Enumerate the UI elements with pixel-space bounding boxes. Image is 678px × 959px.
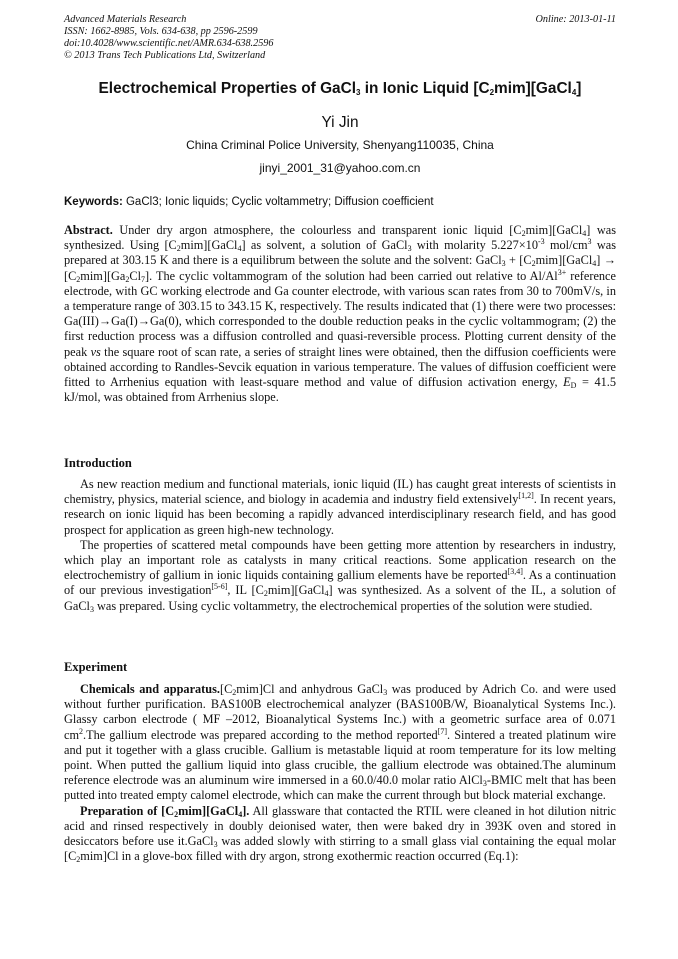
chemicals-paragraph [64, 682, 616, 804]
online-date: Online: 2013-01-11 [535, 14, 616, 25]
copyright-line: © 2013 Trans Tech Publications Ltd, Switzerland [64, 50, 266, 61]
abstract-text: mol/cm [544, 238, 588, 253]
keywords [64, 195, 616, 209]
exp-text: -BMIC melt that has been putted into treated empty calomel electrode, which can make the current through but block material exchange. [64, 773, 616, 803]
doi-line: doi:10.4028/www.scientific.net/AMR.634-638.2596 [64, 38, 274, 49]
exp-text: .The gallium electrode was prepared according to the method reported [83, 727, 438, 742]
journal-header [64, 14, 616, 62]
exp-text: [C [219, 682, 233, 696]
title-sub: 3 [356, 88, 361, 97]
abstract-text: the square root of scan rate, a series of straight lines were obtained, then the diffusion coefficients were obtained according to Randles-Sevcik equation in various temperature. The values of diffusion coefficient were fitted to Arrhenius equation with least-square method and value of diffusion activation energy, [64, 344, 616, 390]
abstract-text: Under dry argon atmosphere, the colourless and transparent ionic liquid [C [112, 223, 522, 237]
title-part: Electrochemical Properties of GaCl [98, 80, 357, 97]
sup: -3 [537, 237, 545, 247]
citation: [1,2] [518, 491, 534, 501]
sub: 2 [76, 274, 81, 284]
journal-name: Advanced Materials Research [64, 14, 187, 25]
intro-text: , IL [C [227, 583, 264, 598]
abstract-label: Abstract. [64, 223, 113, 237]
intro-text: . As a continuation of our previous investigation [64, 568, 616, 598]
abstract-italic: vs [90, 344, 101, 359]
experiment-body [64, 682, 616, 864]
exp-text: . Sintered a treated platinum wire and put it together with a glass crucible. Gallium is metastable liquid at room temperature for its low melting point. When putted the gallium liquid into glass crucible, the gallium electrode was obtained.The aluminum reference electrode was an aluminum wire immersed in a 60.0/40.0 molar ratio AlCl [64, 727, 616, 788]
sub: 4 [582, 229, 587, 238]
title-sub: 2 [489, 88, 495, 97]
exp-text: was added slowly with stirring to a small glass vial containing the equal molar [C [64, 834, 616, 864]
sub: 3 [383, 688, 388, 697]
intro-text: The properties of scattered metal compounds have been getting more attention by researchers in industry, which play an important role as catalysts in many critical reactions. Some application research on the electrochemistry of gallium in ionic liquids containing gallium elements have be reported [64, 537, 616, 583]
intro-text: mim][GaCl [267, 583, 325, 598]
experiment-heading: Experiment [64, 660, 128, 674]
abstract-text: ] as solvent, a solution of GaCl [241, 238, 408, 253]
preparation-label [80, 804, 249, 818]
title-part: ] [576, 80, 582, 97]
abstract-italic: E [563, 375, 571, 390]
sub: 2 [176, 244, 181, 254]
abstract-text: ] → [C [64, 253, 616, 283]
sub: 3 [407, 244, 412, 254]
title-sub: 4 [571, 88, 577, 97]
affiliation: China Criminal Police University, Shenyang110035, China [186, 138, 494, 152]
abstract [64, 223, 616, 405]
sub: 7 [141, 274, 145, 284]
intro-text: was prepared. Using cyclic voltammetry, the electrochemical properties of the solution were studied. [93, 598, 593, 613]
sub: 3 [501, 259, 506, 269]
sub: 4 [592, 259, 597, 269]
title-part: in Ionic Liquid [C [360, 80, 490, 97]
sub: 3 [89, 604, 94, 614]
intro-paragraph-1 [64, 477, 616, 538]
title-part: mim][GaCl [494, 80, 572, 97]
prep-label-part: mim][GaCl [178, 803, 239, 818]
keywords-label: Keywords: [64, 196, 123, 208]
preparation-paragraph [64, 804, 616, 865]
abstract-text: = 41.5 kJ/mol, was obtained from Arrhenius slope. [64, 375, 616, 405]
sub: 3 [213, 840, 218, 850]
citation: [7] [437, 726, 448, 736]
sub: 4 [324, 589, 329, 599]
paper-title [64, 80, 616, 98]
sub: 2 [521, 229, 526, 238]
abstract-text: + [C [505, 253, 532, 268]
author-email: jinyi_2001_31@yahoo.com.cn [259, 161, 421, 175]
sup: 3 [587, 237, 592, 247]
sub: 4 [238, 809, 243, 819]
intro-text: ] was synthesized. As a solvent of the IL, a solution of GaCl [64, 583, 617, 613]
citation: [3,4] [507, 567, 523, 577]
sub: 2 [232, 688, 237, 697]
sup: 3+ [557, 267, 567, 277]
author-name: Yi Jin [321, 114, 359, 131]
abstract-text: with molarity 5.227×10 [411, 238, 538, 253]
exp-text: mim]Cl in a glove-box filled with dry argon, strong exothermic reaction occurred (Eq.1): [80, 849, 519, 864]
prep-label-part: ]. [242, 803, 250, 818]
sub: 4 [237, 244, 242, 254]
abstract-text: mim][GaCl [535, 253, 593, 268]
abstract-text: Cl [129, 268, 141, 283]
abstract-text: mim][GaCl [525, 223, 583, 237]
sub: 3 [482, 779, 487, 789]
sub: 2 [531, 259, 536, 269]
introduction-heading: Introduction [64, 456, 132, 470]
sub: 2 [125, 274, 130, 284]
abstract-text: was prepared at 303.15 K and there is a equilibrum between the solute and the solvent: GaCl [64, 238, 616, 268]
sub: 2 [263, 589, 268, 599]
exp-text: All glassware that contacted the RTIL were cleaned in hot dilution nitric acid and rinsed respectively in doubly deionised water, then were baked dry in 393K oven and stored in desiccators before use it.GaCl [64, 803, 616, 849]
abstract-text: reference electrode, with GC working electrode and Ga counter electrode, with various scan rates from 30 to 700mV/s, in a temperature range of 303.15 to 343.15 K, respectively. The results indicated that (1) there were two processes: Ga(III)→Ga(I)→Ga(0), which corresponded to the double reduction peaks in the cyclic voltammogram; (2) the first reduction process was a diffusion controlled and quasi-reversible process. Plotting current density of the peak [64, 268, 616, 359]
abstract-text: mim][Ga [80, 268, 126, 283]
sub: 2 [174, 809, 179, 819]
abstract-text: ]. The cyclic voltammogram of the solution had been carried out relative to Al/Al [145, 268, 558, 283]
intro-paragraph-2 [64, 538, 616, 614]
issn-line: ISSN: 1662-8985, Vols. 634-638, pp 2596-2599 [64, 26, 258, 37]
intro-text: As new reaction medium and functional materials, ionic liquid (IL) has caught great interests of scientists in chemistry, physics, material science, and biology in academia and industry field extensively [64, 477, 616, 507]
sub: D [570, 381, 577, 391]
keywords-text: GaCl3; Ionic liquids; Cyclic voltammetry; Diffusion coefficient [122, 196, 434, 208]
exp-text: was produced by Adrich Co. and were used without further purification. BAS100B electrochemical analyzer (BAS100B/W, Bioanalytical Systems Inc.). Glassy carbon electrode ( MF –2012, Bioanalytical Systems Inc.) with a geometric surface area of 0.071 cm [64, 682, 616, 742]
prep-label-part: Preparation of [C [80, 803, 175, 818]
citation: [5-6] [211, 582, 228, 592]
abstract-text: ] was synthesized. Using [C [64, 223, 616, 253]
sub: 2 [76, 855, 81, 865]
exp-text: mim]Cl and anhydrous GaCl [236, 682, 384, 696]
intro-text: . In recent years, research on ionic liquid has been becoming a rapidly advanced interdisciplinary research field, and has good prospect for application as green high-new technology. [64, 492, 616, 537]
chemicals-label: Chemicals and apparatus. [80, 682, 220, 696]
abstract-text: mim][GaCl [180, 238, 238, 253]
sup: 2 [79, 726, 84, 736]
introduction-body [64, 477, 616, 614]
